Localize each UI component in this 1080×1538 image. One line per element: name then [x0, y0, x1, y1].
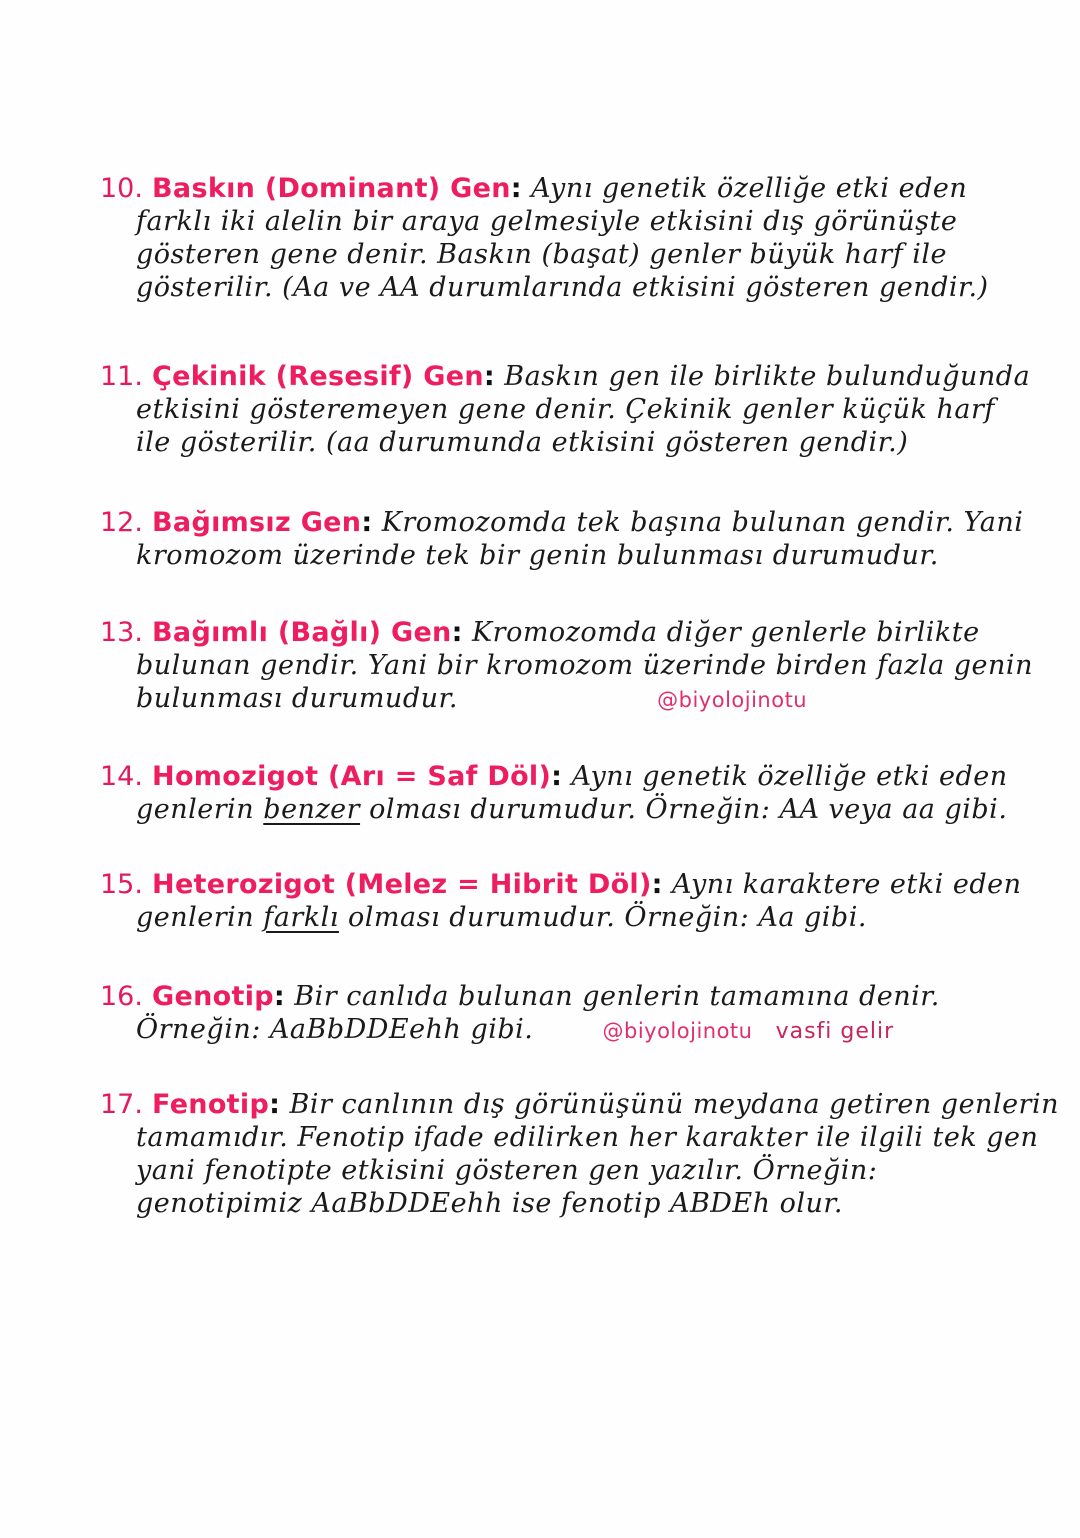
entry-colon: : — [551, 761, 563, 792]
watermark: @biyolojinotu — [602, 1019, 753, 1043]
entry-number: 13. — [100, 617, 143, 648]
entry-text: Baskın gen ile birlikte bulunduğunda — [504, 361, 1031, 392]
entry-phenotype — [100, 1088, 1059, 1220]
entry-number: 11. — [100, 361, 143, 392]
entry-text: gösteren gene denir. Baskın (başat) genler büyük harf ile — [136, 239, 948, 270]
entry-colon: : — [269, 1089, 281, 1120]
entry-text: Aynı genetik özelliğe etki eden — [531, 173, 968, 204]
entry-text: Aynı genetik özelliğe etki eden — [571, 761, 1008, 792]
entry-text: ile gösterilir. (aa durumunda etkisini gösteren gendir.) — [136, 427, 909, 458]
entry-text: Örneğin: AaBbDDEehh gibi. — [136, 1014, 534, 1045]
entry-dominant-gene — [100, 172, 1030, 304]
entry-colon: : — [651, 869, 663, 900]
entry-text: olması durumudur. Örneğin: Aa gibi. — [348, 902, 867, 933]
entry-recessive-gene — [100, 360, 1030, 459]
entry-homozygote — [100, 760, 1030, 826]
entry-number: 14. — [100, 761, 143, 792]
underlined-word: farklı — [263, 902, 339, 933]
entry-text: genotipimiz AaBbDDEehh ise fenotip ABDEh olur. — [136, 1188, 843, 1219]
entry-term: Bağımlı (Bağlı) Gen — [152, 617, 452, 648]
entry-term: Çekinik (Resesif) Gen — [152, 361, 484, 392]
entry-text: tamamıdır. Fenotip ifade edilirken her karakter ile ilgili tek gen — [136, 1122, 1039, 1153]
entry-number: 16. — [100, 981, 143, 1012]
entry-linked-gene — [100, 616, 1033, 717]
entry-colon: : — [273, 981, 286, 1012]
entry-number: 15. — [100, 869, 143, 900]
entry-colon: : — [451, 617, 463, 648]
entry-text: olması durumudur. Örneğin: AA veya aa gibi. — [369, 794, 1008, 825]
entry-text: kromozom üzerinde tek bir genin bulunması durumudur. — [136, 540, 939, 571]
author-signature: vasfi gelir — [775, 1019, 895, 1044]
entry-term: Bağımsız Gen — [152, 507, 362, 538]
entry-text: bulunan gendir. Yani bir kromozom üzerinde birden fazla genin — [136, 650, 1033, 681]
underlined-word: benzer — [263, 794, 361, 825]
entry-text: bulunması durumudur. — [136, 683, 459, 714]
entry-text: Aynı karaktere etki eden — [672, 869, 1022, 900]
entry-text: genlerin — [136, 794, 255, 825]
entry-text: yani fenotipte etkisini gösteren gen yazılır. Örneğin: — [136, 1155, 878, 1186]
entry-colon: : — [361, 507, 373, 538]
entry-colon: : — [510, 173, 523, 204]
watermark: @biyolojinotu — [657, 688, 808, 712]
entry-term: Heterozigot (Melez = Hibrit Döl) — [152, 869, 652, 900]
entry-colon: : — [483, 361, 496, 392]
entry-genotype — [100, 980, 1030, 1048]
entry-text: Bir canlının dış görünüşünü meydana getiren genlerin — [289, 1089, 1059, 1120]
entry-text: Kromozomda diğer genlerle birlikte — [472, 617, 980, 648]
entry-term: Genotip — [152, 981, 274, 1012]
entry-term: Fenotip — [152, 1089, 270, 1120]
entry-term: Baskın (Dominant) Gen — [152, 173, 511, 204]
entry-heterozygote — [100, 868, 1030, 934]
entry-term: Homozigot (Arı = Saf Döl) — [152, 761, 552, 792]
entry-text: genlerin — [136, 902, 255, 933]
entry-number: 12. — [100, 507, 143, 538]
entry-text: etkisini gösteremeyen gene denir. Çekinik genler küçük harf — [136, 394, 995, 425]
entry-independent-gene — [100, 506, 1030, 572]
entry-text: gösterilir. (Aa ve AA durumlarında etkisini gösteren gendir.) — [136, 272, 989, 303]
entry-text: Bir canlıda bulunan genlerin tamamına denir. — [294, 981, 940, 1012]
entry-text: Kromozomda tek başına bulunan gendir. Yani — [381, 507, 1024, 538]
entry-number: 17. — [100, 1089, 143, 1120]
entry-text: farklı iki alelin bir araya gelmesiyle etkisini dış görünüşte — [136, 206, 958, 237]
entry-number: 10. — [100, 173, 143, 204]
